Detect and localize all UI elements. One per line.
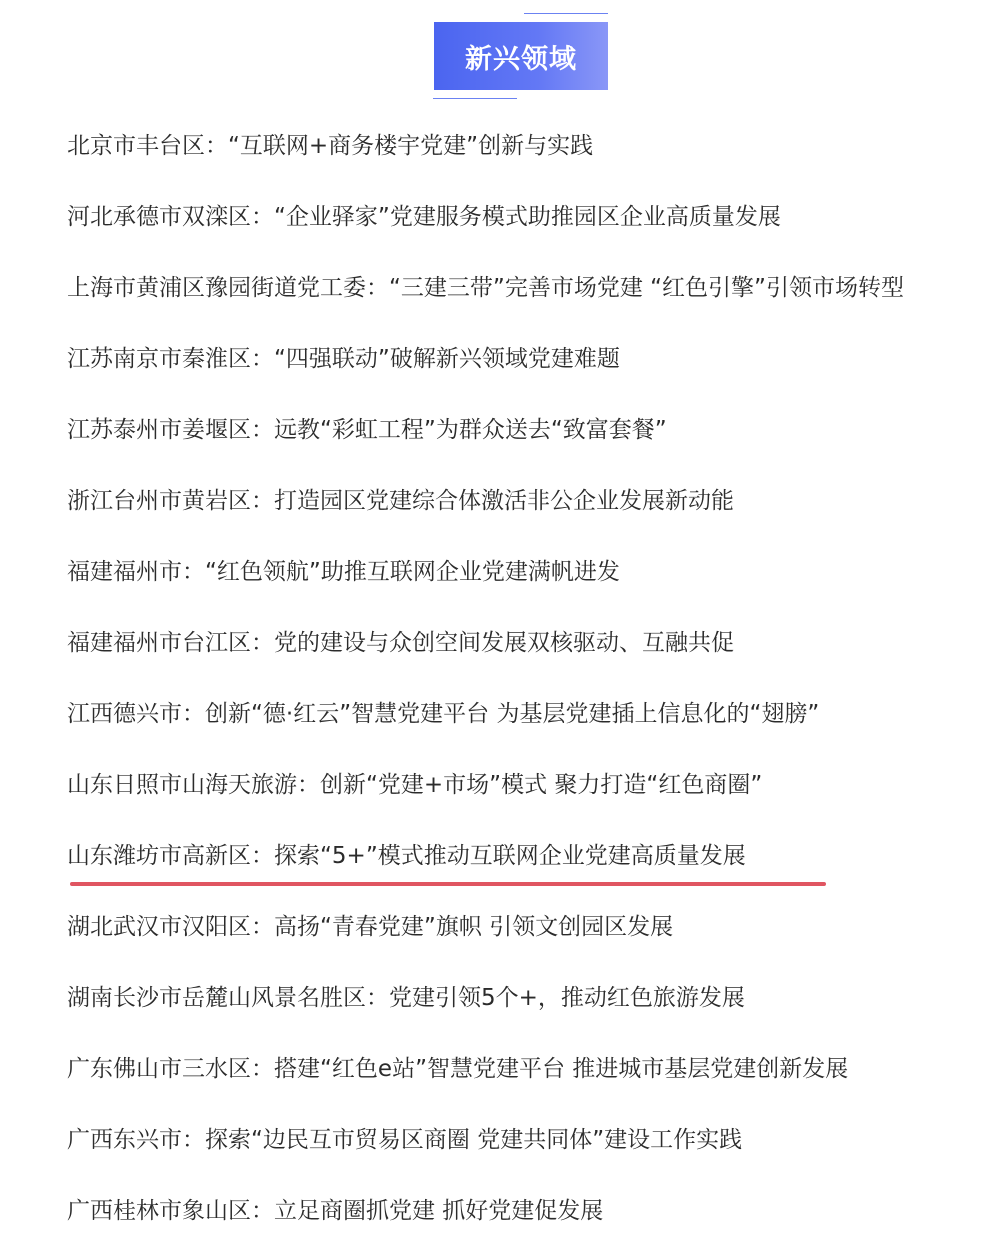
section-title: 新兴领域 [465,43,577,75]
list-item-link[interactable]: 江苏南京市秦淮区：“四强联动”破解新兴领域党建难题 [67,346,620,372]
list-item-link[interactable]: 广西桂林市象山区：立足商圈抓党建 抓好党建促发展 [67,1198,604,1224]
list-item-link-hovered[interactable]: 山东潍坊市高新区：探索“5+”模式推动互联网企业党建高质量发展 [67,843,746,869]
list-item-link[interactable]: 湖北武汉市汉阳区：高扬“青春党建”旗帜 引领文创园区发展 [67,914,674,940]
article-link-list [67,108,1008,1244]
header-top-line [524,13,608,14]
list-item-link[interactable]: 江苏泰州市姜堰区：远教“彩虹工程”为群众送去“致富套餐” [67,417,667,443]
list-item-link[interactable]: 山东日照市山海天旅游：创新“党建+市场”模式 聚力打造“红色商圈” [67,772,763,798]
header-bottom-line [433,98,517,99]
list-item-link[interactable]: 上海市黄浦区豫园街道党工委：“三建三带”完善市场党建 “红色引擎”引领市场转型 [67,275,904,301]
list-item-link[interactable]: 福建福州市台江区：党的建设与众创空间发展双核驱动、互融共促 [67,630,734,656]
section-header [433,13,609,99]
section-title-badge [434,22,608,90]
list-item-link[interactable]: 福建福州市：“红色领航”助推互联网企业党建满帆进发 [67,559,620,585]
list-item-link[interactable]: 江西德兴市：创新“德·红云”智慧党建平台 为基层党建插上信息化的“翅膀” [67,701,820,727]
list-item-link[interactable]: 浙江台州市黄岩区：打造园区党建综合体激活非公企业发展新动能 [67,488,734,514]
list-item-link[interactable]: 北京市丰台区：“互联网+商务楼宇党建”创新与实践 [67,133,594,159]
list-item-link[interactable]: 广西东兴市：探索“边民互市贸易区商圈 党建共同体”建设工作实践 [67,1127,743,1153]
list-item-link[interactable]: 河北承德市双滦区：“企业驿家”党建服务模式助推园区企业高质量发展 [67,204,781,230]
list-item-link[interactable]: 广东佛山市三水区：搭建“红色e站”智慧党建平台 推进城市基层党建创新发展 [67,1056,849,1082]
list-item-link[interactable]: 湖南长沙市岳麓山风景名胜区：党建引领5个+，推动红色旅游发展 [67,985,745,1011]
hover-underline [70,882,826,886]
